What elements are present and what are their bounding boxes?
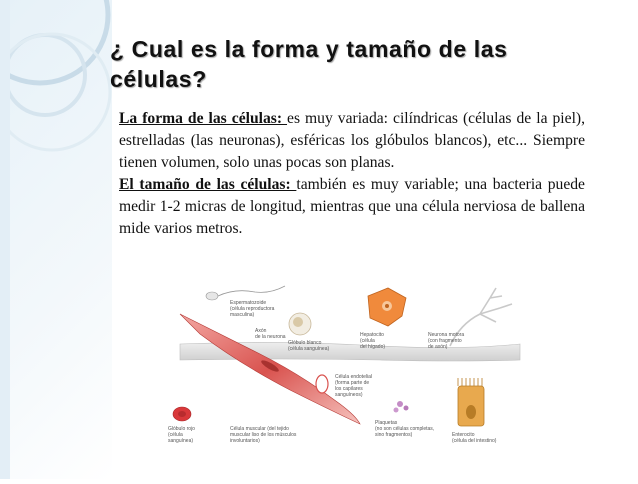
label-globulo-rojo-1: Glóbulo rojo [168, 426, 195, 432]
label-espermatozoide-1: Espermatozoide [230, 300, 267, 306]
label-axon-1: Axón [255, 328, 267, 334]
label-hepatocito-2: (célula [360, 338, 375, 344]
paragraph-shape-label: La forma de las células: [119, 110, 288, 127]
slide-title [110, 34, 610, 94]
label-enterocito-2: (célula del intestino) [452, 438, 497, 444]
label-muscular-3: involuntarios) [230, 438, 260, 444]
decorative-circles-graphic [0, 0, 112, 479]
platelets-shape [394, 401, 409, 413]
figure-labels [168, 300, 497, 444]
label-endotelial-4: sanguíneos) [335, 392, 363, 398]
white-blood-cell-shape [289, 313, 311, 335]
paragraph-shape [119, 108, 585, 174]
paragraph-size-label: El tamaño de las células: [119, 176, 297, 193]
paragraph-size [119, 174, 585, 240]
label-hepatocito-3: del hígado) [360, 344, 386, 350]
label-enterocito-1: Enterocito [452, 432, 475, 438]
label-plaquetas-1: Plaquetas [375, 420, 398, 426]
paragraph-shape-text: es muy variada: cilíndricas (células de la piel), estrelladas (las neuronas), esféricas los glóbulos blancos), etc... Siempre tienen volumen, solo unas pocas son planas. [119, 110, 585, 171]
label-hepatocito-1: Hepatocito [360, 332, 384, 338]
label-plaquetas-3: sino fragmentos) [375, 432, 413, 438]
cell-types-diagram [160, 274, 540, 479]
label-axon-2: de la neurona [255, 334, 286, 340]
label-globulo-blanco-2: (célula sanguínea) [288, 346, 330, 352]
decorative-background [0, 0, 112, 479]
label-endotelial-1: Célula endotelial [335, 374, 372, 380]
label-globulo-rojo-2: (célula [168, 432, 183, 438]
label-neurona-1: Neurona motora [428, 332, 465, 338]
body-text [119, 108, 585, 240]
label-muscular-1: Célula muscular (del tejido [230, 426, 289, 432]
endothelial-cell-shape [316, 375, 328, 393]
slide-title-line-2: células? [110, 66, 207, 92]
red-blood-cell-shape [173, 407, 191, 421]
sperm-cell-shape [206, 286, 285, 300]
label-espermatozoide-2: (célula reproductora [230, 306, 275, 312]
label-muscular-2: muscular liso de los músculos [230, 432, 297, 438]
label-globulo-rojo-3: sanguínea) [168, 438, 194, 444]
label-neurona-3: de axón) [428, 344, 448, 350]
label-endotelial-2: (forma parte de [335, 380, 370, 386]
label-globulo-blanco-1: Glóbulo blanco [288, 340, 322, 346]
cell-types-illustration [160, 274, 540, 479]
hepatocyte-shape [368, 288, 406, 326]
label-plaquetas-2: (no son células completas, [375, 426, 435, 432]
enterocyte-shape [458, 378, 484, 426]
label-espermatozoide-3: masculina) [230, 312, 255, 318]
label-neurona-2: (con fragmento [428, 338, 462, 344]
paragraph-size-text: también es muy variable; una bacteria puede medir 1-2 micras de longitud, mientras que una célula nerviosa de ballena mide varios metros. [119, 176, 585, 237]
slide-title-line-1: ¿ Cual es la forma y tamaño de las [110, 36, 508, 62]
label-endotelial-3: los capilares [335, 386, 363, 392]
